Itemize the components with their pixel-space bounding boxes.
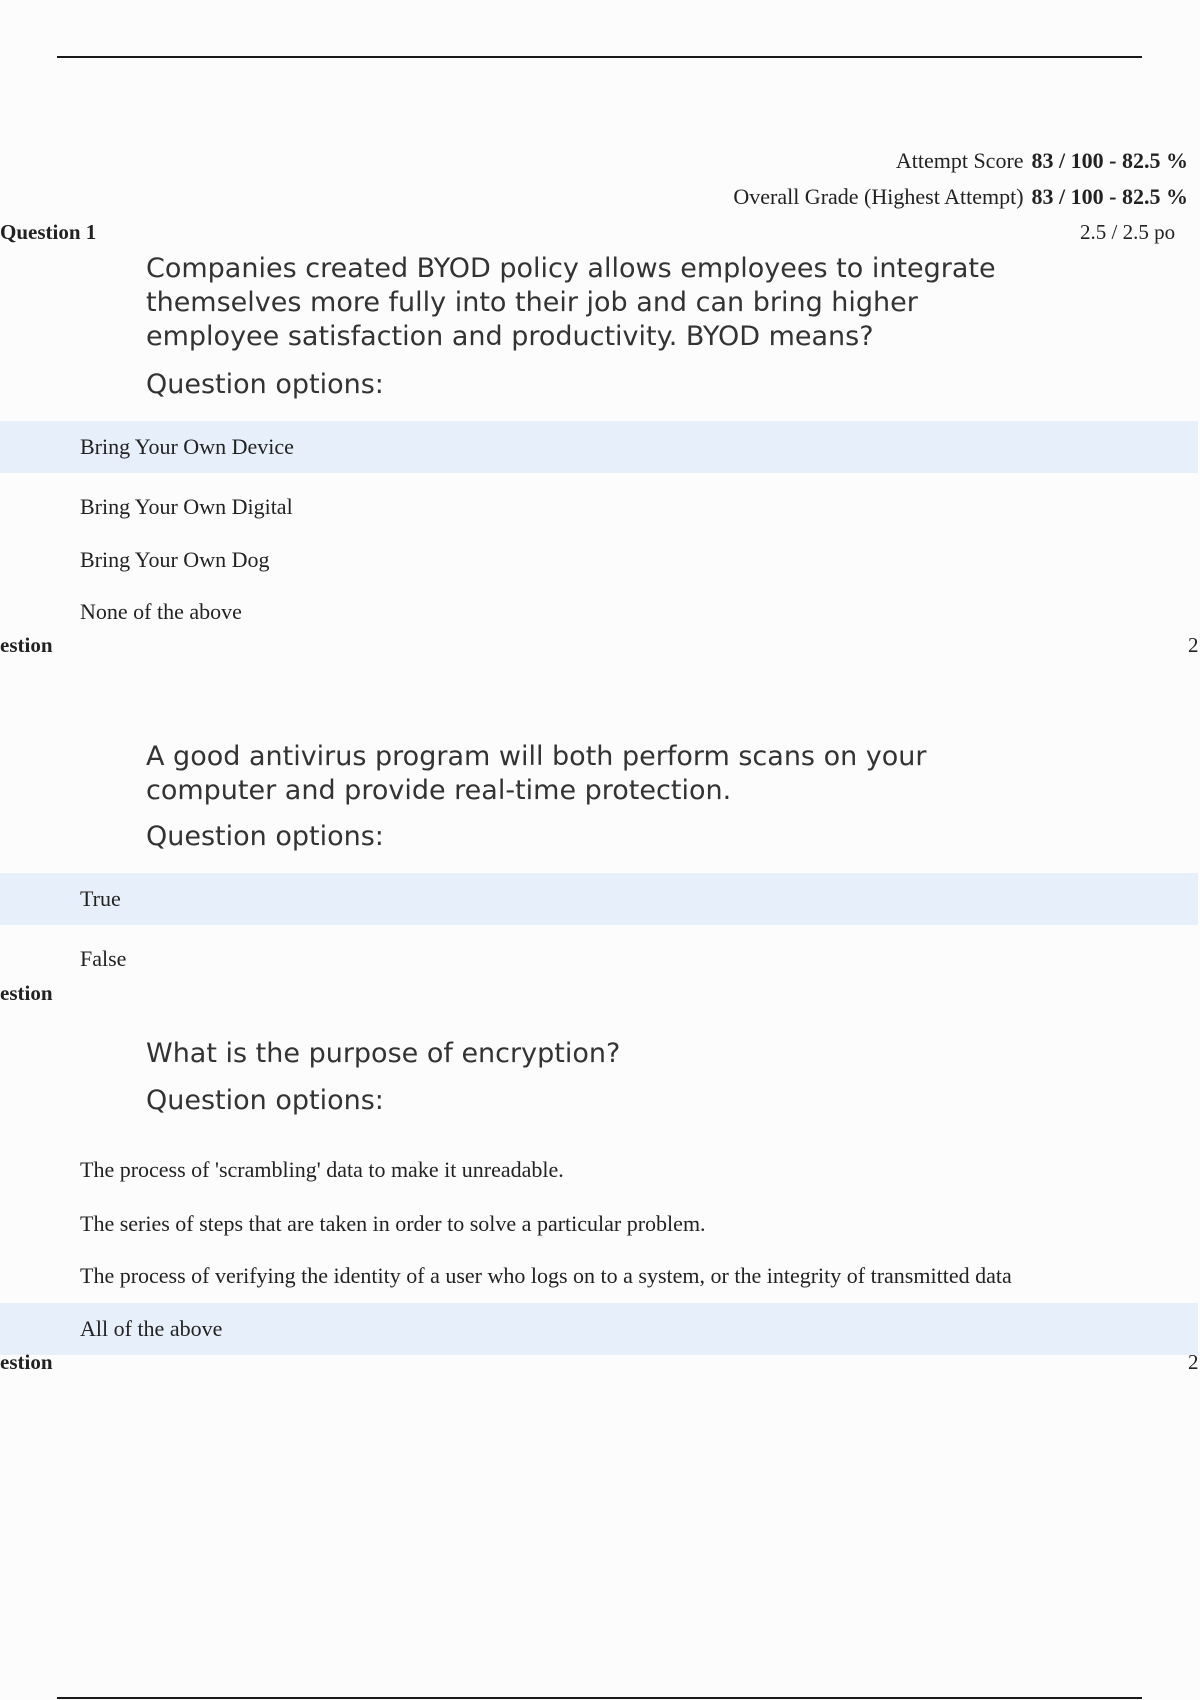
question-3-option[interactable]: The series of steps that are taken in order to solve a particular problem.: [80, 1211, 706, 1236]
question-1-option[interactable]: None of the above: [80, 599, 242, 624]
question-3-heading: estion: [0, 981, 53, 1005]
bottom-divider: [57, 1697, 1142, 1699]
question-1-options-label: Question options:: [146, 369, 384, 400]
question-1-text: Companies created BYOD policy allows employees to integrate themselves more fully into their job and can bring higher employee satisfaction and productivity. BYOD means?: [146, 253, 996, 352]
question-2-points: 2: [1188, 633, 1199, 657]
question-4-heading: estion: [0, 1350, 53, 1374]
attempt-score-row: [896, 148, 1188, 174]
question-3-text: What is the purpose of encryption?: [146, 1038, 621, 1069]
question-1-heading: Question 1: [0, 220, 97, 244]
question-3-option-selected[interactable]: All of the above: [0, 1303, 1198, 1355]
top-divider: [57, 56, 1142, 58]
question-1-option[interactable]: Bring Your Own Dog: [80, 547, 270, 572]
question-2-heading: estion: [0, 633, 53, 657]
question-3-options-label: Question options:: [146, 1085, 384, 1116]
question-3-option[interactable]: The process of 'scrambling' data to make it unreadable.: [80, 1157, 564, 1182]
overall-grade-label: Overall Grade (Highest Attempt): [733, 184, 1024, 209]
question-2-options-label: Question options:: [146, 821, 384, 852]
attempt-score-value: 83 / 100 - 82.5 %: [1031, 148, 1188, 173]
question-1-points: 2.5 / 2.5 po: [1080, 220, 1176, 244]
question-3-option[interactable]: The process of verifying the identity of a user who logs on to a system, or the integrity of transmitted data: [80, 1263, 1012, 1288]
question-4-points: 2: [1188, 1350, 1199, 1374]
question-1-option[interactable]: Bring Your Own Digital: [80, 494, 293, 519]
overall-grade-value: 83 / 100 - 82.5 %: [1031, 184, 1188, 209]
question-2-option-selected[interactable]: True: [0, 873, 1198, 925]
question-2-option[interactable]: False: [80, 946, 127, 971]
question-2-text: A good antivirus program will both perform scans on your computer and provide real-time protection.: [146, 741, 927, 806]
question-1-option-selected[interactable]: Bring Your Own Device: [0, 421, 1198, 473]
attempt-score-label: Attempt Score: [895, 148, 1024, 173]
overall-grade-row: [733, 184, 1188, 210]
